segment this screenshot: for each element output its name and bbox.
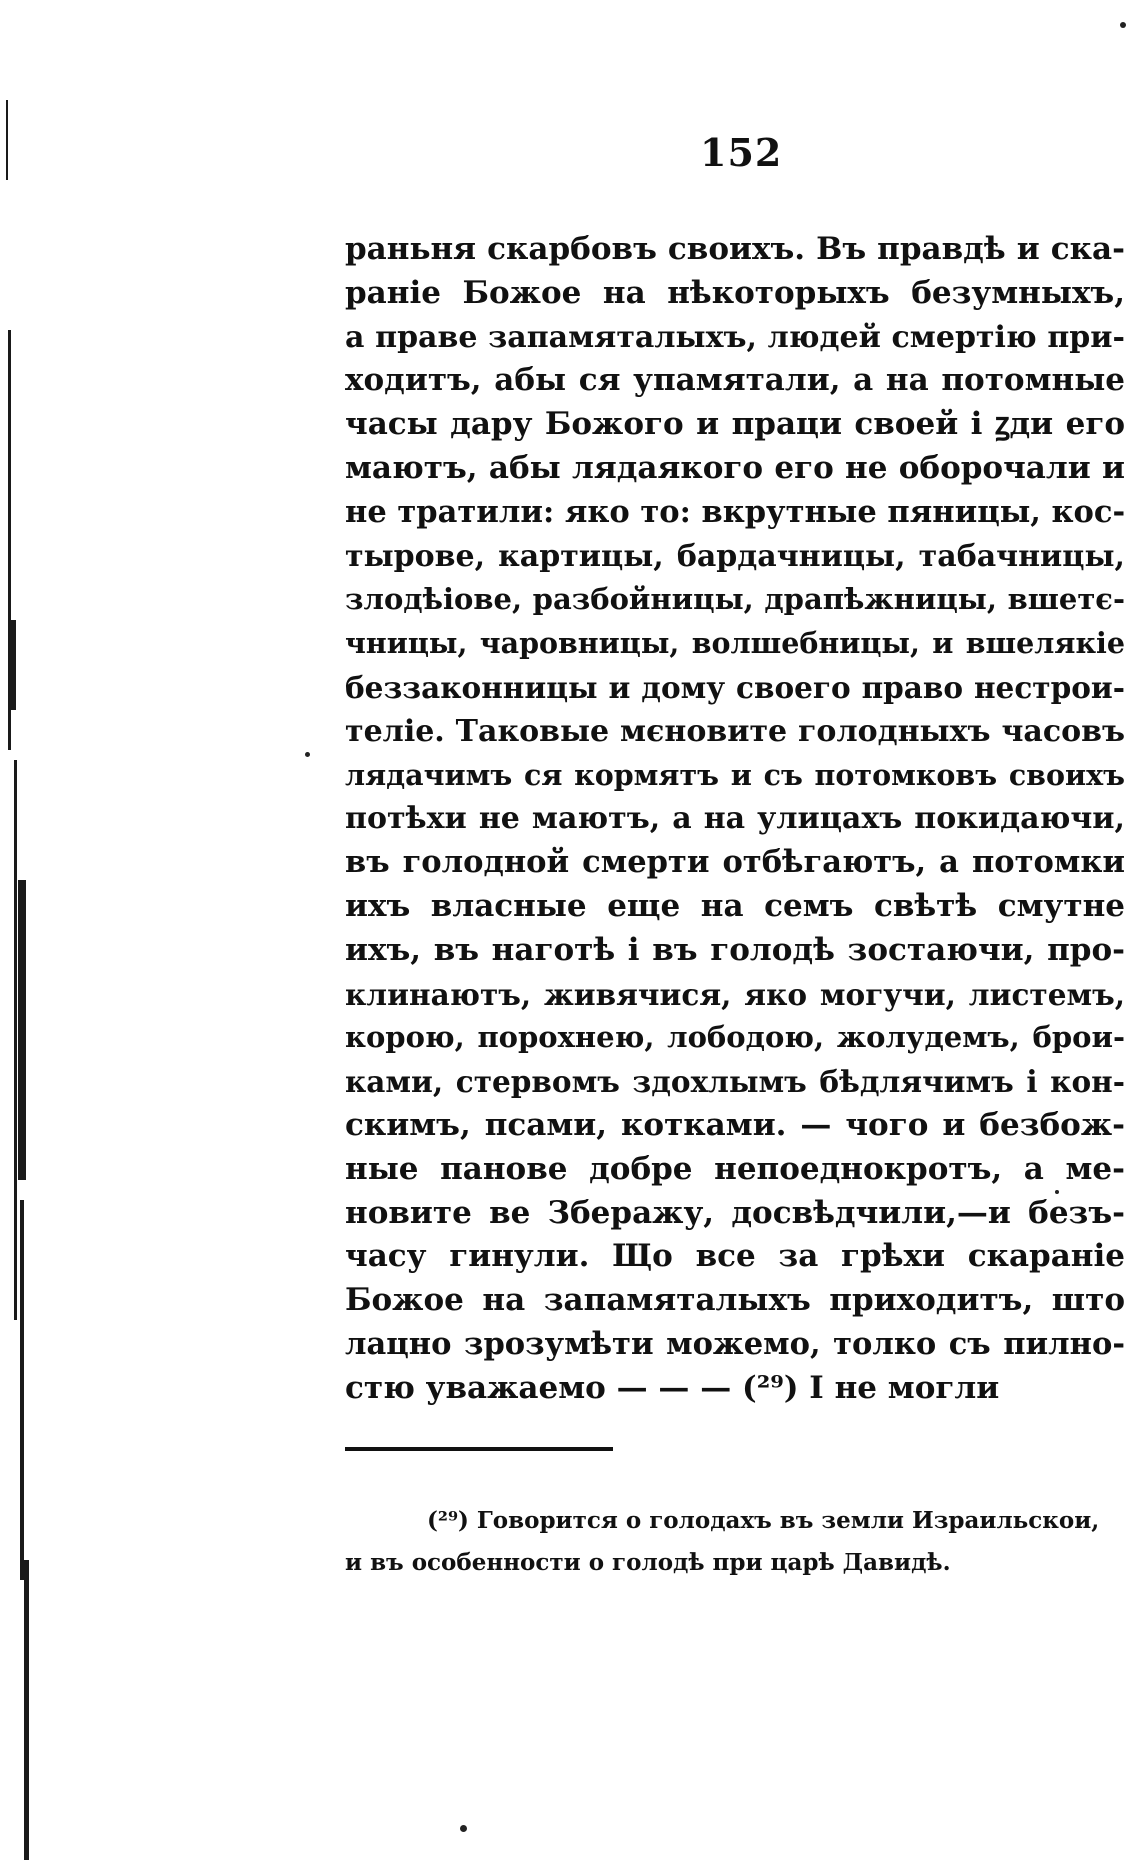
text-line: а праве запамяталыхъ, людей смертію при-	[345, 319, 1125, 355]
text-line: злодѣіове, разбойницы, драпѣжницы, вшетє-	[345, 582, 1125, 617]
text-line: корою, порохнею, лободою, жолудемъ, брои-	[345, 1020, 1125, 1055]
ink-speck	[1120, 22, 1126, 28]
text-line: ихъ власные еще на семъ свѣтѣ смутне	[345, 887, 1125, 924]
text-line: новите ве Зберажу, досвѣдчили,—и безъ-	[345, 1194, 1125, 1231]
text-line: ихъ, въ наготѣ і въ голодѣ зостаючи, про-	[345, 931, 1125, 968]
text-line: раніе Божое на нѣкоторыхъ безумныхъ,	[345, 274, 1125, 311]
binding-edge	[0, 0, 60, 1863]
text-line: часу гинули. Що все за грѣхи скараніе	[345, 1238, 1125, 1275]
footnote-line: и въ особенности о голодѣ при царѣ Давидѣ.	[345, 1549, 951, 1576]
text-line: лядачимъ ся кормятъ и съ потомковъ своихъ	[345, 757, 1125, 792]
text-line: теліе. Таковые мєновите голодныхъ часовъ	[345, 713, 1125, 749]
text-line: раньня скарбовъ своихъ. Въ правдѣ и ска-	[345, 231, 1125, 267]
footnote-line: (²⁹) Говорится о голодахъ въ земли Израильскои,	[427, 1507, 1100, 1534]
text-line: потѣхи не маютъ, а на улицахъ покидаючи,	[345, 801, 1125, 837]
page-number: 152	[700, 130, 783, 175]
text-line: скимъ, псами, котками. — чого и безбож-	[345, 1106, 1125, 1143]
footnote	[345, 1500, 1125, 1584]
text-line: не тратили: яко то: вкрутные пяницы, кос-	[345, 493, 1125, 530]
text-line: стю уважаемо — — — (²⁹) І не могли	[345, 1369, 1000, 1406]
text-line: ные панове добре непоеднокротъ, а ме-	[345, 1150, 1125, 1187]
text-line: Божое на запамяталыхъ приходитъ, што	[345, 1282, 1125, 1319]
text-line: часы дару Божого и праци своей і ꙁди его	[345, 406, 1125, 443]
text-line: ками, стервомъ здохлымъ бѣдлячимъ і кон-	[345, 1064, 1125, 1100]
ink-speck	[460, 1825, 467, 1832]
text-line: въ голодной смерти отбѣгаютъ, а потомки	[345, 844, 1125, 881]
text-line: беззаконницы и дому своего право нестрои-	[345, 669, 1125, 705]
text-line: клинаютъ, живячися, яко могучи, листемъ,	[345, 976, 1125, 1012]
text-line: маютъ, абы лядаякого его не оборочали и	[345, 449, 1125, 486]
footnote-separator-rule	[345, 1447, 613, 1451]
text-line: чницы, чаровницы, волшебницы, и вшелякіе	[345, 626, 1125, 661]
text-line: тырове, картицы, бардачницы, табачницы,	[345, 538, 1125, 574]
text-line: лацно зрозумѣти можемо, толко съ пилно-	[345, 1325, 1125, 1362]
ink-speck	[305, 752, 310, 757]
text-line: ходитъ, абы ся упамятали, а на потомные	[345, 362, 1125, 399]
main-text	[345, 228, 1125, 1411]
